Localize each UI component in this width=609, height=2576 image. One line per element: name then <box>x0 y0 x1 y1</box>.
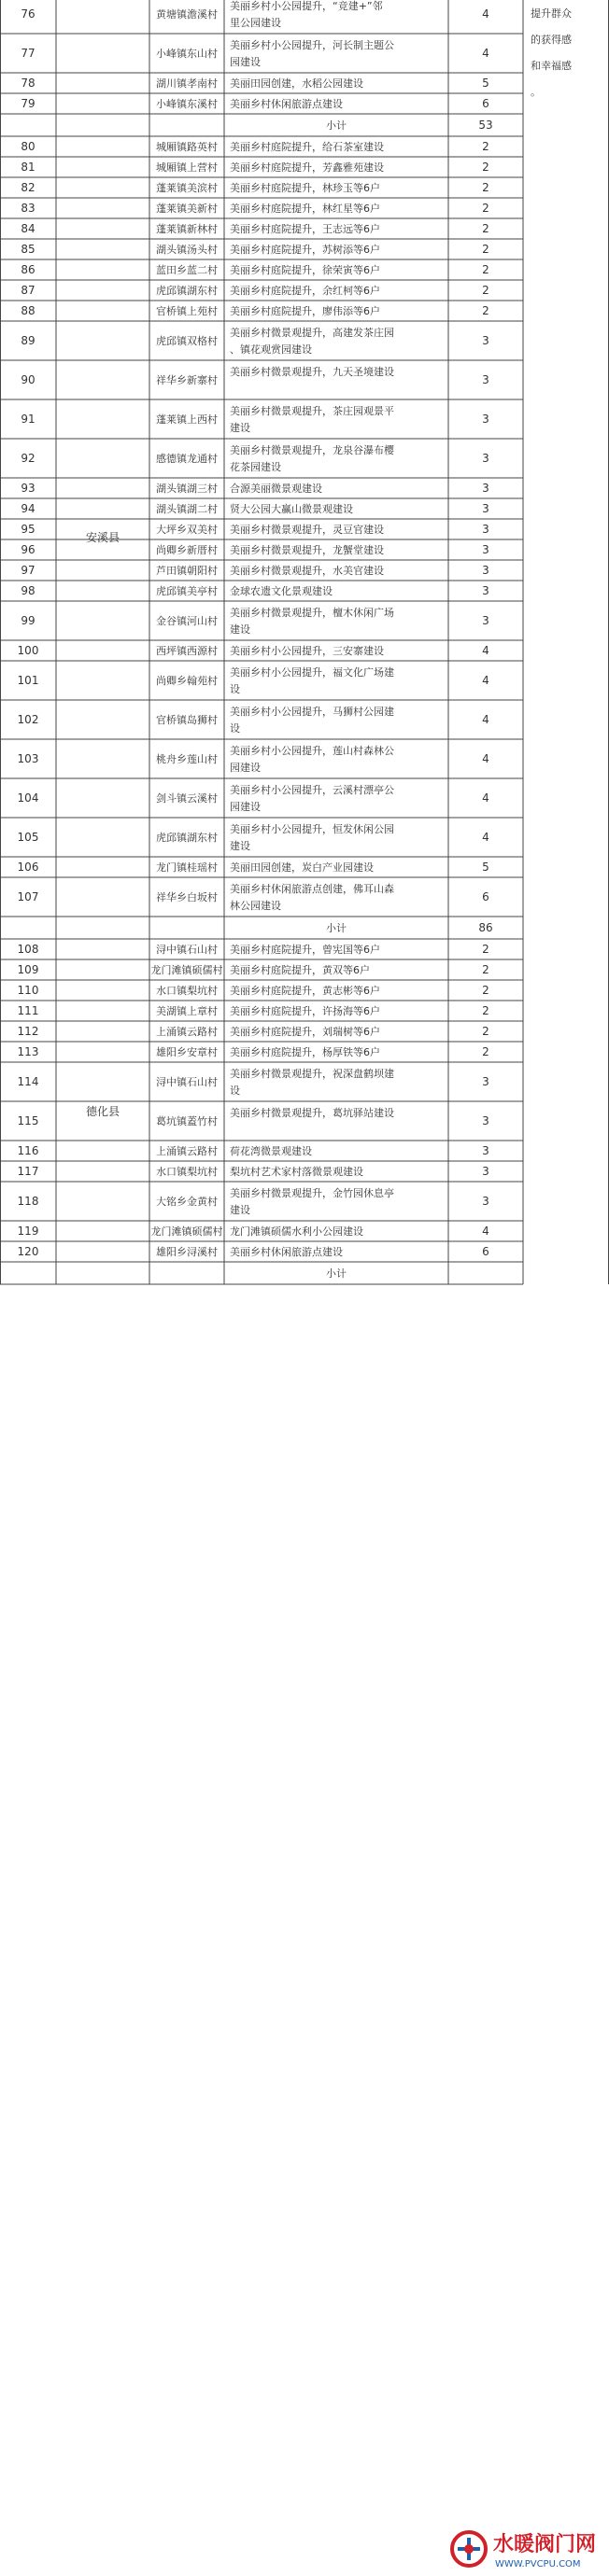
construction-content: 美丽乡村庭院提升，苏树添等6户 <box>230 244 380 257</box>
row-number: 87 <box>21 284 35 298</box>
village-name: 浔中镇石山村 <box>156 944 218 957</box>
remark-text: 的获得感 <box>531 34 572 46</box>
row-number: 115 <box>17 1114 39 1128</box>
village-name: 黄塘镇澹溪村 <box>156 8 218 21</box>
construction-content: 美丽乡村小公园提升，马狮村公园建 <box>230 706 394 718</box>
village-name: 雄阳乡安章村 <box>156 1046 218 1059</box>
row-number: 117 <box>17 1165 39 1179</box>
village-name: 虎邱镇湖东村 <box>156 285 218 298</box>
subtotal-label: 小计 <box>326 119 347 132</box>
item-count: 4 <box>482 752 489 766</box>
construction-content: 美丽乡村庭院提升，余红柯等6户 <box>230 285 380 298</box>
village-name: 水口镇梨坑村 <box>156 985 218 998</box>
village-name: 剑斗镇云溪村 <box>156 792 218 805</box>
item-count: 3 <box>482 1114 489 1128</box>
row-number: 85 <box>21 243 35 257</box>
subtotal-value: 53 <box>478 119 493 132</box>
item-count: 6 <box>482 890 489 904</box>
construction-content: 美丽乡村小公园提升，恒发休闲公园 <box>230 823 394 835</box>
item-count: 3 <box>482 502 489 516</box>
row-number: 90 <box>21 373 35 387</box>
item-count: 4 <box>482 644 489 658</box>
construction-content: 美丽乡村微景观提升，龙泉谷瀑布樱 <box>230 444 394 456</box>
construction-content-cont: 建设 <box>230 623 250 636</box>
construction-content-cont: 、镇花观赏园建设 <box>230 343 312 356</box>
village-name: 美湖镇上章村 <box>156 1005 218 1018</box>
row-number: 101 <box>17 674 39 688</box>
village-name: 大坪乡双美村 <box>156 524 218 537</box>
row-number: 84 <box>21 222 35 236</box>
row-number: 116 <box>17 1144 39 1158</box>
village-name: 小峰镇东山村 <box>156 48 218 61</box>
item-count: 3 <box>482 523 489 537</box>
construction-content-cont: 建设 <box>230 422 250 434</box>
county-name: 安溪县 <box>85 531 120 544</box>
village-name: 龙门滩镇硕儒村 <box>150 964 223 977</box>
construction-content-cont: 设 <box>230 722 240 735</box>
village-name: 城厢镇路英村 <box>156 141 218 154</box>
item-count: 4 <box>482 7 489 21</box>
village-name: 虎邱镇双格村 <box>156 335 218 348</box>
subtotal-value: 86 <box>478 921 493 934</box>
construction-content: 美丽乡村小公园提升，三安寨建设 <box>230 645 384 658</box>
item-count: 3 <box>482 1165 489 1179</box>
village-name: 官桥镇岛狮村 <box>156 714 218 727</box>
item-count: 4 <box>482 47 489 61</box>
construction-content-cont: 建设 <box>230 1204 250 1216</box>
item-count: 5 <box>482 861 489 875</box>
row-number: 86 <box>21 263 35 277</box>
village-name: 龙门滩镇硕儒村 <box>150 1225 223 1239</box>
row-number: 109 <box>17 963 39 977</box>
village-name: 龙门镇桂瑶村 <box>156 861 218 875</box>
village-name: 蓝田乡蓝二村 <box>156 264 218 277</box>
item-count: 3 <box>482 1195 489 1209</box>
item-count: 3 <box>482 614 489 628</box>
village-name: 城厢镇上营村 <box>156 161 218 175</box>
row-number: 88 <box>21 304 35 318</box>
construction-content: 美丽乡村庭院提升，许扬海等6户 <box>230 1005 380 1018</box>
item-count: 2 <box>482 1045 489 1059</box>
construction-content: 美丽乡村微景观提升，茶庄园观景平 <box>230 405 394 417</box>
remark-text: 提升群众 <box>531 7 572 20</box>
row-number: 114 <box>17 1075 39 1089</box>
construction-content: 龙门滩镇硕儒水利小公园建设 <box>230 1225 363 1239</box>
row-number: 100 <box>17 644 39 658</box>
item-count: 3 <box>482 452 489 466</box>
village-name: 雄阳乡浔溪村 <box>156 1246 218 1259</box>
row-number: 77 <box>21 47 35 61</box>
construction-content: 美丽乡村庭院提升，芳鑫雅苑建设 <box>230 161 384 175</box>
construction-content: 美丽乡村庭院提升，廖伟添等6户 <box>230 305 380 318</box>
construction-content-cont: 园建设 <box>230 762 261 774</box>
village-name: 水口镇梨坑村 <box>156 1166 218 1179</box>
item-count: 4 <box>482 791 489 805</box>
village-name: 葛坑镇蓋竹村 <box>156 1115 218 1128</box>
village-name: 尚卿乡新厝村 <box>156 544 218 557</box>
construction-content: 美丽乡村微景观提升，灵豆官建设 <box>230 524 384 537</box>
row-number: 94 <box>21 502 35 516</box>
construction-content: 美丽田园创建，水稻公园建设 <box>230 77 363 91</box>
item-count: 4 <box>482 831 489 845</box>
construction-content: 合源美丽微景观建设 <box>230 483 322 496</box>
construction-content: 贤大公园大赢山微景观建设 <box>230 503 353 516</box>
construction-content: 美丽乡村庭院提升，黄双等6户 <box>230 964 370 977</box>
row-number: 81 <box>21 161 35 175</box>
construction-content: 美丽乡村小公园提升，河长制主题公 <box>230 39 394 51</box>
item-count: 3 <box>482 1144 489 1158</box>
row-number: 79 <box>21 97 35 111</box>
construction-content: 美丽乡村微景观提升，龙蟹堂建设 <box>230 544 384 557</box>
construction-content: 美丽乡村微景观提升，九天圣境建设 <box>230 366 394 378</box>
item-count: 3 <box>482 482 489 496</box>
village-name: 蓬莱镇新林村 <box>156 223 218 236</box>
village-name: 西坪镇西源村 <box>156 645 218 658</box>
row-number: 93 <box>21 482 35 496</box>
construction-content: 美丽乡村微景观提升，檀木休闲广场 <box>230 607 394 619</box>
row-number: 107 <box>17 890 39 904</box>
construction-content: 美丽乡村庭院提升，刘瑞树等6户 <box>230 1026 380 1039</box>
item-count: 3 <box>482 543 489 557</box>
subtotal-label: 小计 <box>326 922 347 934</box>
construction-content: 梨坑村艺术家村落微景观建设 <box>230 1166 363 1179</box>
construction-content: 美丽乡村小公园提升，福文化广场建 <box>230 666 394 679</box>
construction-content: 金球农遗文化景观建设 <box>230 585 333 598</box>
row-number: 103 <box>17 752 39 766</box>
item-count: 2 <box>482 984 489 998</box>
village-name: 小峰镇东溪村 <box>156 98 218 111</box>
row-number: 118 <box>17 1195 39 1209</box>
item-count: 6 <box>482 1245 489 1259</box>
row-number: 89 <box>21 334 35 348</box>
subtotal-label: 小计 <box>326 1267 347 1280</box>
row-number: 110 <box>17 984 39 998</box>
construction-content: 美丽乡村小公园提升，“竞建+”邻 <box>230 0 383 12</box>
construction-content-cont: 设 <box>230 1085 240 1097</box>
row-number: 80 <box>21 140 35 154</box>
construction-content-cont: 设 <box>230 683 240 695</box>
construction-content: 美丽乡村庭院提升，王志远等6户 <box>230 223 380 236</box>
construction-content: 美丽乡村休闲旅游点建设 <box>230 1246 343 1259</box>
village-name: 芦田镇朝阳村 <box>156 565 218 578</box>
item-count: 2 <box>482 181 489 195</box>
construction-content: 美丽乡村庭院提升，黄志彬等6户 <box>230 985 380 998</box>
construction-content: 美丽乡村庭院提升，徐荣寅等6户 <box>230 264 380 277</box>
village-name: 浔中镇石山村 <box>156 1076 218 1089</box>
row-number: 108 <box>17 943 39 957</box>
item-count: 2 <box>482 222 489 236</box>
construction-content-cont: 建设 <box>230 840 250 852</box>
village-name: 虎邱镇湖东村 <box>156 832 218 845</box>
watermark-brand: 水暖阀门网 <box>493 2533 597 2556</box>
construction-content: 美丽乡村微景观提升，金竹园休息亭 <box>230 1187 394 1199</box>
item-count: 4 <box>482 1225 489 1239</box>
row-number: 119 <box>17 1225 39 1239</box>
village-name: 湖头镇湖三村 <box>156 483 218 496</box>
remark-text: 和幸福感 <box>531 60 572 72</box>
construction-content-cont: 林公园建设 <box>230 900 281 912</box>
construction-content-cont: 园建设 <box>230 56 261 68</box>
item-count: 2 <box>482 963 489 977</box>
construction-content: 美丽乡村微景观提升，高建发茶庄园 <box>230 327 394 339</box>
row-number: 105 <box>17 831 39 845</box>
village-name: 金谷镇河山村 <box>156 615 218 628</box>
item-count: 2 <box>482 202 489 216</box>
row-number: 96 <box>21 543 35 557</box>
row-number: 112 <box>17 1025 39 1039</box>
village-name: 湖头镇汤头村 <box>156 244 218 257</box>
village-name: 上涌镇云路村 <box>156 1026 218 1039</box>
item-count: 4 <box>482 713 489 727</box>
construction-content: 美丽乡村小公园提升，云溪村漂亭公 <box>230 784 394 796</box>
item-count: 2 <box>482 304 489 318</box>
construction-content: 美丽乡村微景观提升，葛坑驿站建设 <box>230 1107 394 1119</box>
row-number: 106 <box>17 861 39 875</box>
row-number: 99 <box>21 614 35 628</box>
item-count: 4 <box>482 674 489 688</box>
item-count: 3 <box>482 584 489 598</box>
construction-content: 美丽乡村休闲旅游点创建，佛耳山森 <box>230 883 394 895</box>
row-number: 92 <box>21 452 35 466</box>
village-name: 蓬莱镇上西村 <box>156 413 218 427</box>
item-count: 3 <box>482 413 489 427</box>
construction-content-cont: 园建设 <box>230 801 261 813</box>
county-name: 德化县 <box>85 1105 120 1118</box>
construction-content: 美丽乡村庭院提升，林珍玉等6户 <box>230 182 380 195</box>
village-name: 祥华乡白坂村 <box>156 891 218 904</box>
item-count: 2 <box>482 140 489 154</box>
construction-content: 美丽乡村微景观提升，祝深盘鹤坝建 <box>230 1068 394 1080</box>
item-count: 6 <box>482 97 489 111</box>
item-count: 2 <box>482 263 489 277</box>
row-number: 98 <box>21 584 35 598</box>
construction-content: 美丽乡村庭院提升，杨厚铁等6户 <box>230 1046 380 1059</box>
item-count: 3 <box>482 334 489 348</box>
construction-content-cont: 花茶园建设 <box>230 461 281 473</box>
construction-content: 美丽乡村庭院提升，曾宪国等6户 <box>230 944 380 957</box>
row-number: 76 <box>21 7 35 21</box>
construction-content: 美丽乡村小公园提升，莲山村森林公 <box>230 745 394 757</box>
village-name: 湖头镇湖二村 <box>156 503 218 516</box>
village-name: 桃舟乡莲山村 <box>156 753 218 766</box>
watermark-logo <box>448 2525 607 2573</box>
item-count: 2 <box>482 284 489 298</box>
item-count: 2 <box>482 1004 489 1018</box>
village-name: 虎邱镇美亭村 <box>156 585 218 598</box>
item-count: 3 <box>482 564 489 578</box>
construction-content: 美丽乡村休闲旅游点建设 <box>230 98 343 111</box>
item-count: 2 <box>482 161 489 175</box>
construction-content: 美丽乡村庭院提升，给石茶室建设 <box>230 141 384 154</box>
village-name: 蓬莱镇美新村 <box>156 203 218 216</box>
item-count: 3 <box>482 1075 489 1089</box>
row-number: 111 <box>17 1004 39 1018</box>
construction-content: 美丽乡村庭院提升，林红星等6户 <box>230 203 380 216</box>
item-count: 2 <box>482 1025 489 1039</box>
row-number: 83 <box>21 202 35 216</box>
village-name: 蓬莱镇美滨村 <box>156 182 218 195</box>
village-name: 尚卿乡翰苑村 <box>156 675 218 688</box>
item-count: 5 <box>482 77 489 91</box>
construction-content: 美丽乡村微景观提升，水美官建设 <box>230 565 384 578</box>
construction-content-cont: 里公园建设 <box>230 17 281 29</box>
village-name: 感德镇龙通村 <box>156 453 218 466</box>
row-number: 82 <box>21 181 35 195</box>
valve-icon <box>452 2532 486 2566</box>
row-number: 97 <box>21 564 35 578</box>
village-name: 大铭乡金黄村 <box>156 1196 218 1209</box>
watermark-url: WWW.PVCPU.COM <box>495 2559 581 2569</box>
village-name: 上涌镇云路村 <box>156 1145 218 1158</box>
row-number: 78 <box>21 77 35 91</box>
village-name: 官桥镇上苑村 <box>156 305 218 318</box>
item-count: 2 <box>482 943 489 957</box>
village-name: 祥华乡新寨村 <box>156 374 218 387</box>
row-number: 102 <box>17 713 39 727</box>
row-number: 104 <box>17 791 39 805</box>
row-number: 120 <box>17 1245 39 1259</box>
village-name: 湖川镇孝南村 <box>156 77 218 91</box>
row-number: 113 <box>17 1045 39 1059</box>
construction-content: 美丽田园创建，炭白产业园建设 <box>230 861 374 875</box>
row-number: 95 <box>21 523 35 537</box>
row-number: 91 <box>21 413 35 427</box>
item-count: 3 <box>482 373 489 387</box>
remark-text: 。 <box>531 86 541 98</box>
item-count: 2 <box>482 243 489 257</box>
construction-content: 荷花湾微景观建设 <box>230 1145 312 1158</box>
